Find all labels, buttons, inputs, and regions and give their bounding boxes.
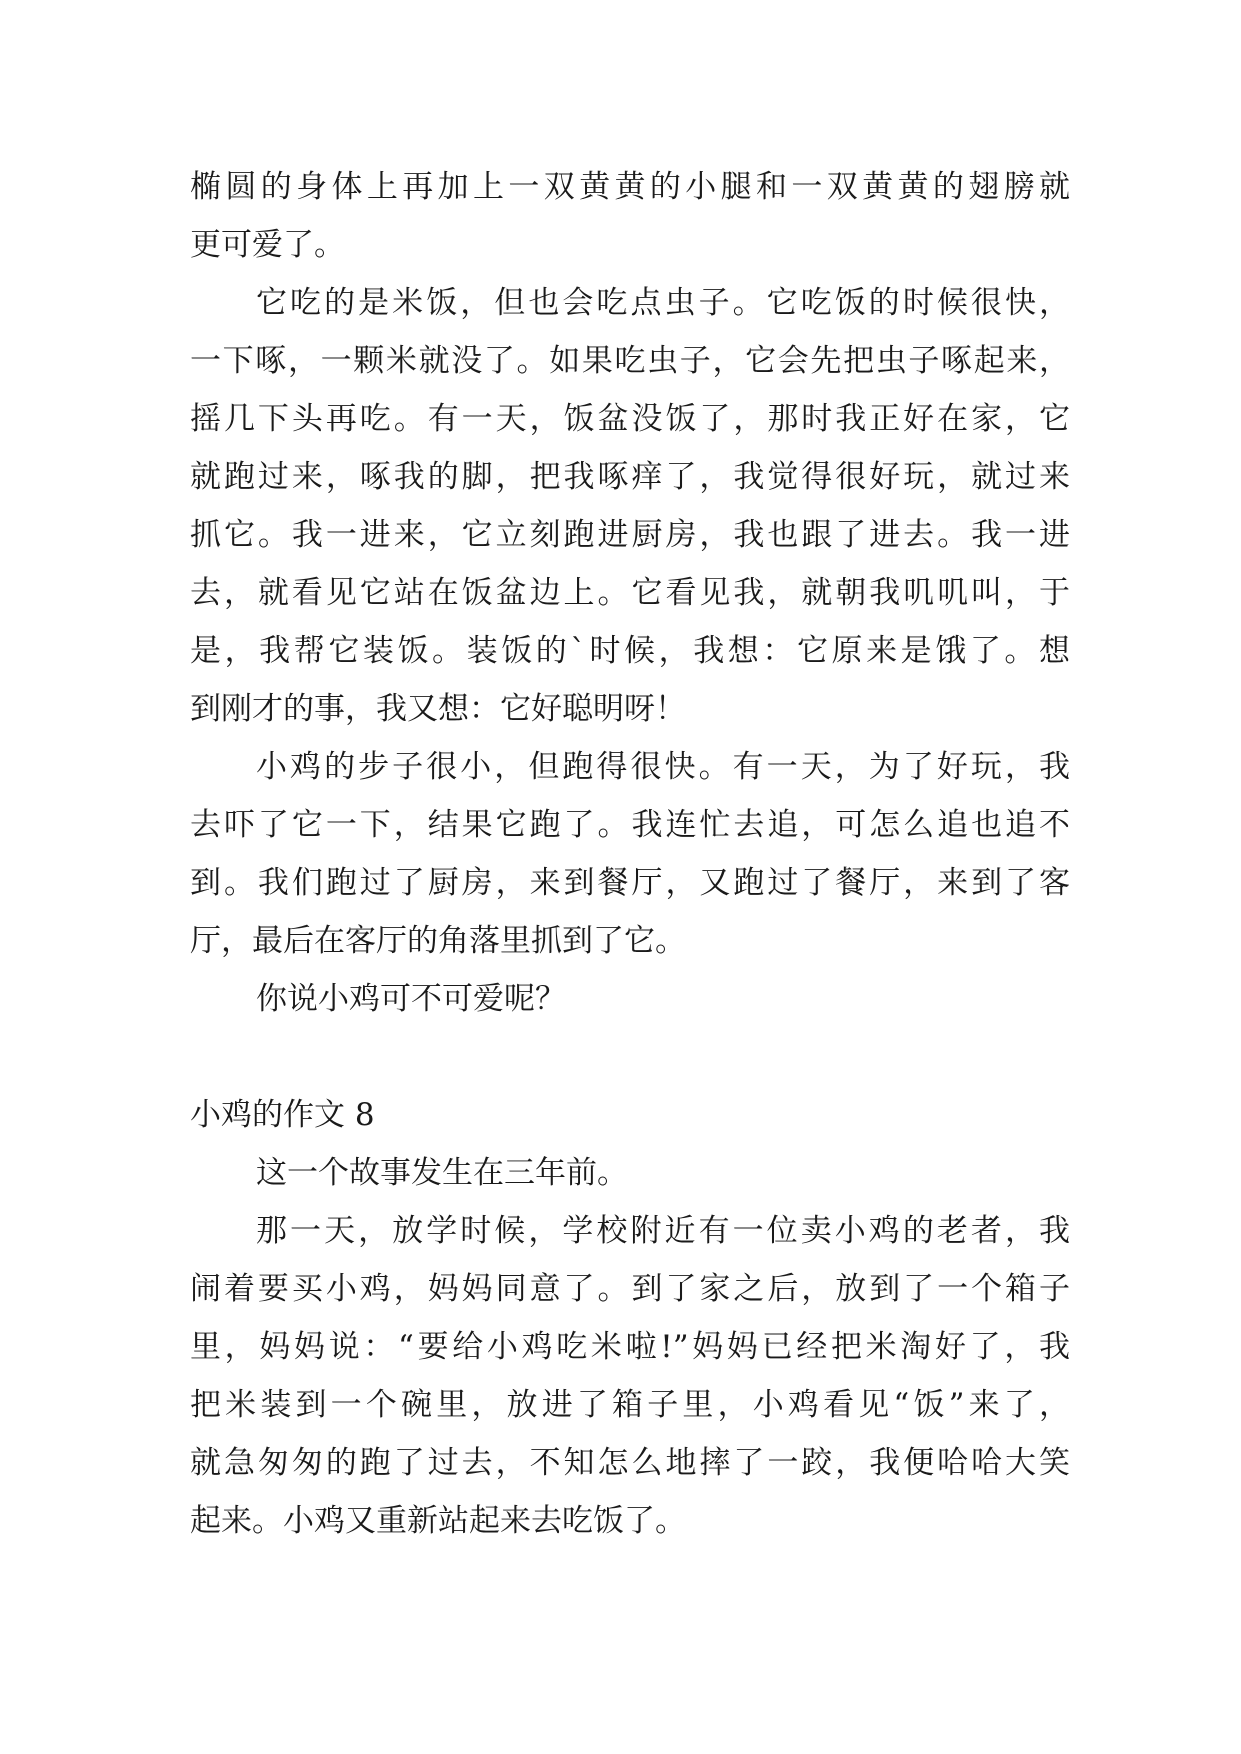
paragraph-line: 就急匆匆的跑了过去，不知怎么地摔了一跤，我便哈哈大笑 — [190, 1445, 1070, 1481]
paragraph-line: 一下啄，一颗米就没了。如果吃虫子，它会先把虫子啄起来， — [190, 343, 1070, 379]
paragraph-line: 小鸡的步子很小，但跑得很快。有一天，为了好玩，我 — [256, 749, 1070, 785]
paragraph-line: 起来。小鸡又重新站起来去吃饭了。 — [190, 1503, 686, 1539]
paragraph-line: 那一天，放学时候，学校附近有一位卖小鸡的老者，我 — [256, 1213, 1070, 1249]
paragraph-line: 就跑过来，啄我的脚，把我啄痒了，我觉得很好玩，就过来 — [190, 459, 1070, 495]
paragraph-line: 到刚才的事，我又想：它好聪明呀！ — [190, 691, 686, 727]
paragraph-line: 椭圆的身体上再加上一双黄黄的小腿和一双黄黄的翅膀就 — [190, 169, 1070, 205]
paragraph-line: 是，我帮它装饭。装饭的`时候，我想：它原来是饿了。想 — [190, 633, 1070, 669]
paragraph-line: 抓它。我一进来，它立刻跑进厨房，我也跟了进去。我一进 — [190, 517, 1070, 553]
paragraph-line: 里，妈妈说：“要给小鸡吃米啦!”妈妈已经把米淘好了，我 — [190, 1329, 1070, 1365]
paragraph-line: 到。我们跑过了厨房，来到餐厅，又跑过了餐厅，来到了客 — [190, 865, 1070, 901]
paragraph-line: 这一个故事发生在三年前。 — [256, 1155, 628, 1191]
paragraph-line: 厅，最后在客厅的角落里抓到了它。 — [190, 923, 686, 959]
paragraph-line: 它吃的是米饭，但也会吃点虫子。它吃饭的时候很快， — [256, 285, 1070, 321]
paragraph-line: 闹着要买小鸡，妈妈同意了。到了家之后，放到了一个箱子 — [190, 1271, 1070, 1307]
paragraph-line: 更可爱了。 — [190, 227, 345, 263]
paragraph-line: 去，就看见它站在饭盆边上。它看见我，就朝我叽叽叫，于 — [190, 575, 1070, 611]
paragraph-line: 去吓了它一下，结果它跑了。我连忙去追，可怎么追也追不 — [190, 807, 1070, 843]
paragraph-line: 摇几下头再吃。有一天，饭盆没饭了，那时我正好在家，它 — [190, 401, 1070, 437]
paragraph-line: 你说小鸡可不可爱呢？ — [256, 981, 566, 1017]
paragraph-line: 把米装到一个碗里，放进了箱子里，小鸡看见“饭”来了， — [190, 1387, 1070, 1423]
section-heading: 小鸡的作文 8 — [190, 1097, 375, 1133]
